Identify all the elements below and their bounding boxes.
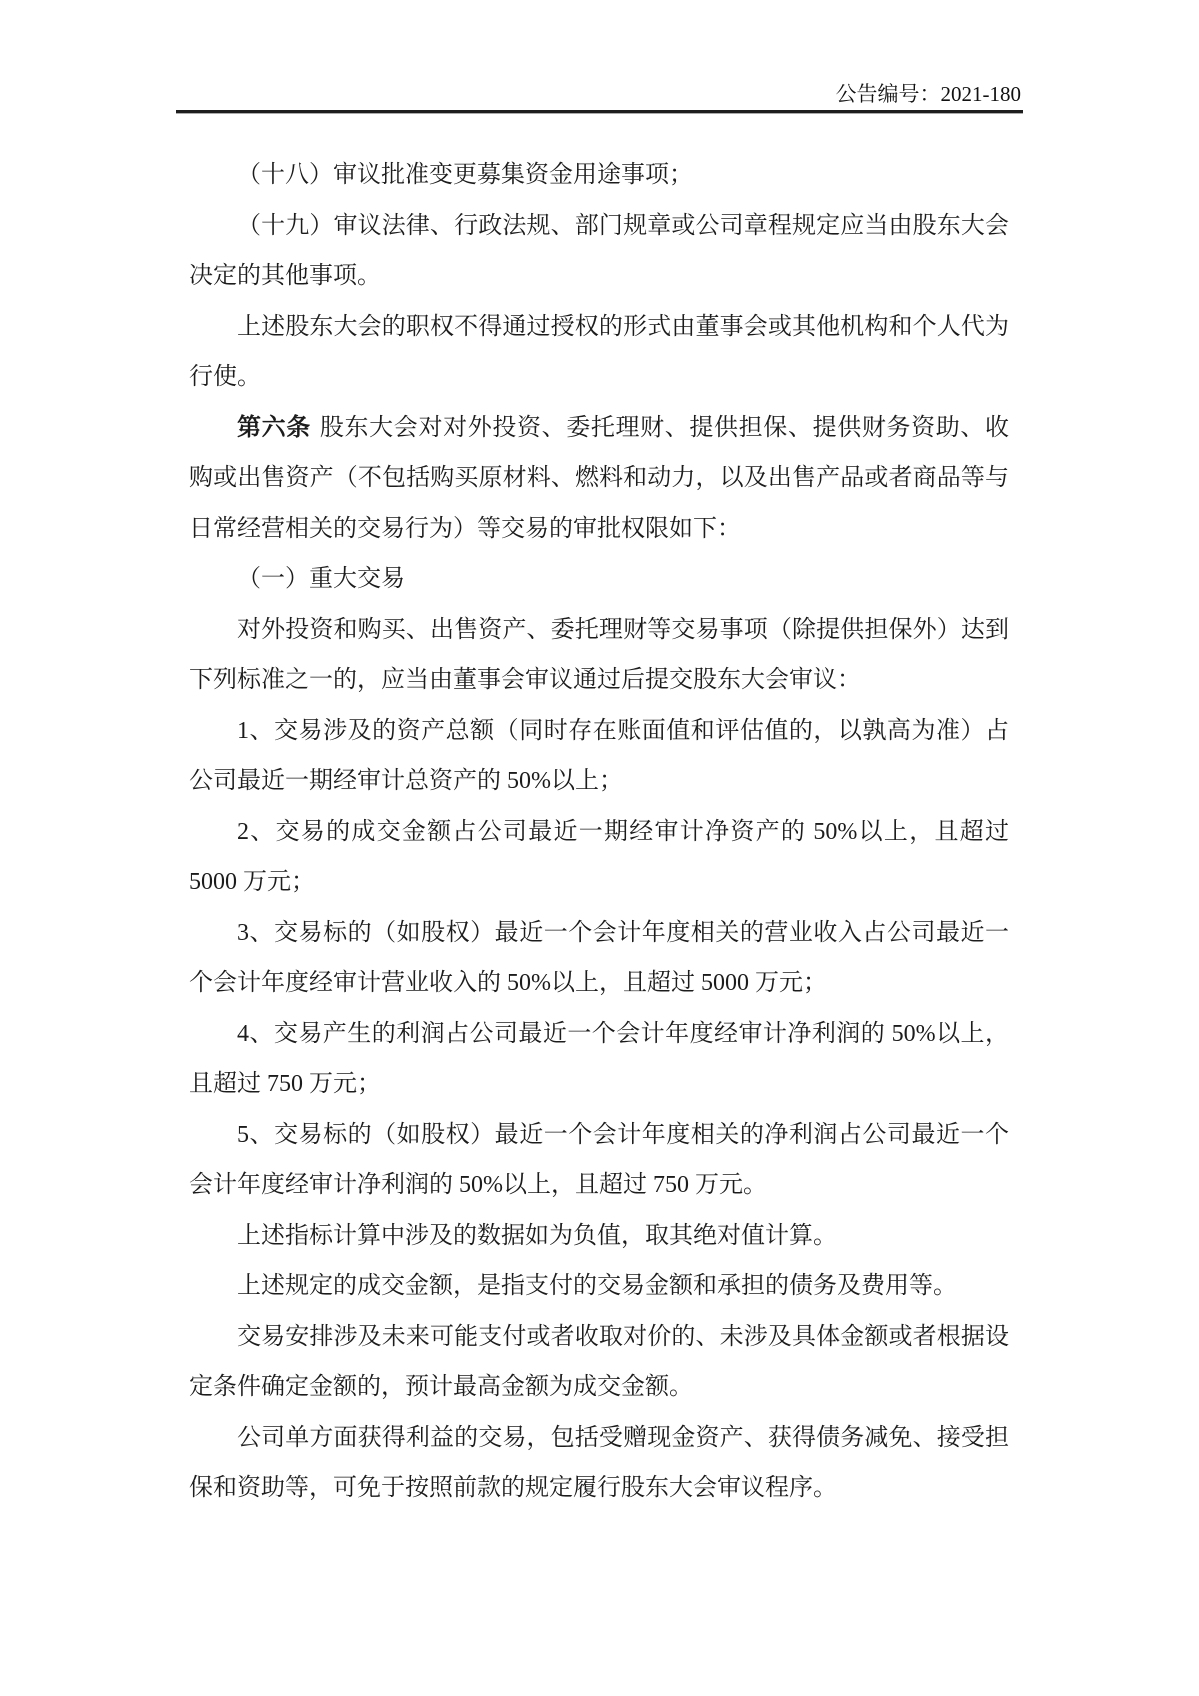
paragraph-text: 1、交易涉及的资产总额（同时存在账面值和评估值的，以孰高为准）占公司最近一期经审计总资产的 50%以上； bbox=[189, 717, 1009, 794]
criteria-item-5 bbox=[189, 1110, 1009, 1211]
header-rule bbox=[176, 110, 1023, 114]
paragraph-text: 上述规定的成交金额，是指支付的交易金额和承担的债务及费用等。 bbox=[237, 1273, 957, 1299]
notice-number: 公告编号：2021-180 bbox=[835, 82, 1021, 106]
para-unilateral-benefit bbox=[189, 1413, 1009, 1514]
para-authority-delegation bbox=[189, 302, 1009, 403]
criteria-item-3 bbox=[189, 908, 1009, 1009]
paragraph-text: 2、交易的成交金额占公司最近一期经审计净资产的 50%以上，且超过 5000 万元； bbox=[189, 818, 1009, 895]
para-negative-values bbox=[189, 1211, 1009, 1262]
paragraph-text: 对外投资和购买、出售资产、委托理财等交易事项（除提供担保外）达到下列标准之一的，应当由董事会审议通过后提交股东大会审议： bbox=[189, 616, 1009, 693]
paragraph-text: （一）重大交易 bbox=[237, 566, 405, 592]
document-header bbox=[176, 0, 1023, 114]
criteria-item-1 bbox=[189, 706, 1009, 807]
para-transaction-amount-definition bbox=[189, 1261, 1009, 1312]
paragraph-text: 交易安排涉及未来可能支付或者收取对价的、未涉及具体金额或者根据设定条件确定金额的，预计最高金额为成交金额。 bbox=[189, 1323, 1009, 1400]
article-number: 第六条 bbox=[237, 414, 311, 441]
paragraph-text: 上述指标计算中涉及的数据如为负值，取其绝对值计算。 bbox=[237, 1222, 837, 1249]
clause-18 bbox=[189, 150, 1009, 201]
criteria-item-2 bbox=[189, 807, 1009, 908]
paragraph-text: 股东大会对对外投资、委托理财、提供担保、提供财务资助、收购或出售资产（不包括购买原材料、燃料和动力，以及出售产品或者商品等与日常经营相关的交易行为）等交易的审批权限如下： bbox=[189, 414, 1010, 542]
paragraph-text: 4、交易产生的利润占公司最近一个会计年度经审计净利润的 50%以上，且超过 750 万元； bbox=[189, 1020, 1009, 1097]
heading-major-transactions bbox=[189, 554, 1009, 605]
para-future-consideration bbox=[189, 1312, 1009, 1413]
paragraph-text: 5、交易标的（如股权）最近一个会计年度相关的净利润占公司最近一个会计年度经审计净利润的 50%以上，且超过 750 万元。 bbox=[189, 1121, 1009, 1198]
para-criteria-intro bbox=[189, 605, 1009, 706]
document-body bbox=[189, 150, 1009, 1514]
criteria-item-4 bbox=[189, 1009, 1009, 1110]
paragraph-text: （十八）审议批准变更募集资金用途事项； bbox=[237, 162, 693, 188]
article-6 bbox=[189, 403, 1009, 555]
paragraph-text: （十九）审议法律、行政法规、部门规章或公司章程规定应当由股东大会决定的其他事项。 bbox=[189, 212, 1009, 289]
paragraph-text: 3、交易标的（如股权）最近一个会计年度相关的营业收入占公司最近一个会计年度经审计营业收入的 50%以上，且超过 5000 万元； bbox=[189, 919, 1009, 996]
clause-19 bbox=[189, 201, 1009, 302]
paragraph-text: 公司单方面获得利益的交易，包括受赠现金资产、获得债务减免、接受担保和资助等，可免于按照前款的规定履行股东大会审议程序。 bbox=[189, 1424, 1009, 1501]
paragraph-text: 上述股东大会的职权不得通过授权的形式由董事会或其他机构和个人代为行使。 bbox=[189, 313, 1009, 390]
